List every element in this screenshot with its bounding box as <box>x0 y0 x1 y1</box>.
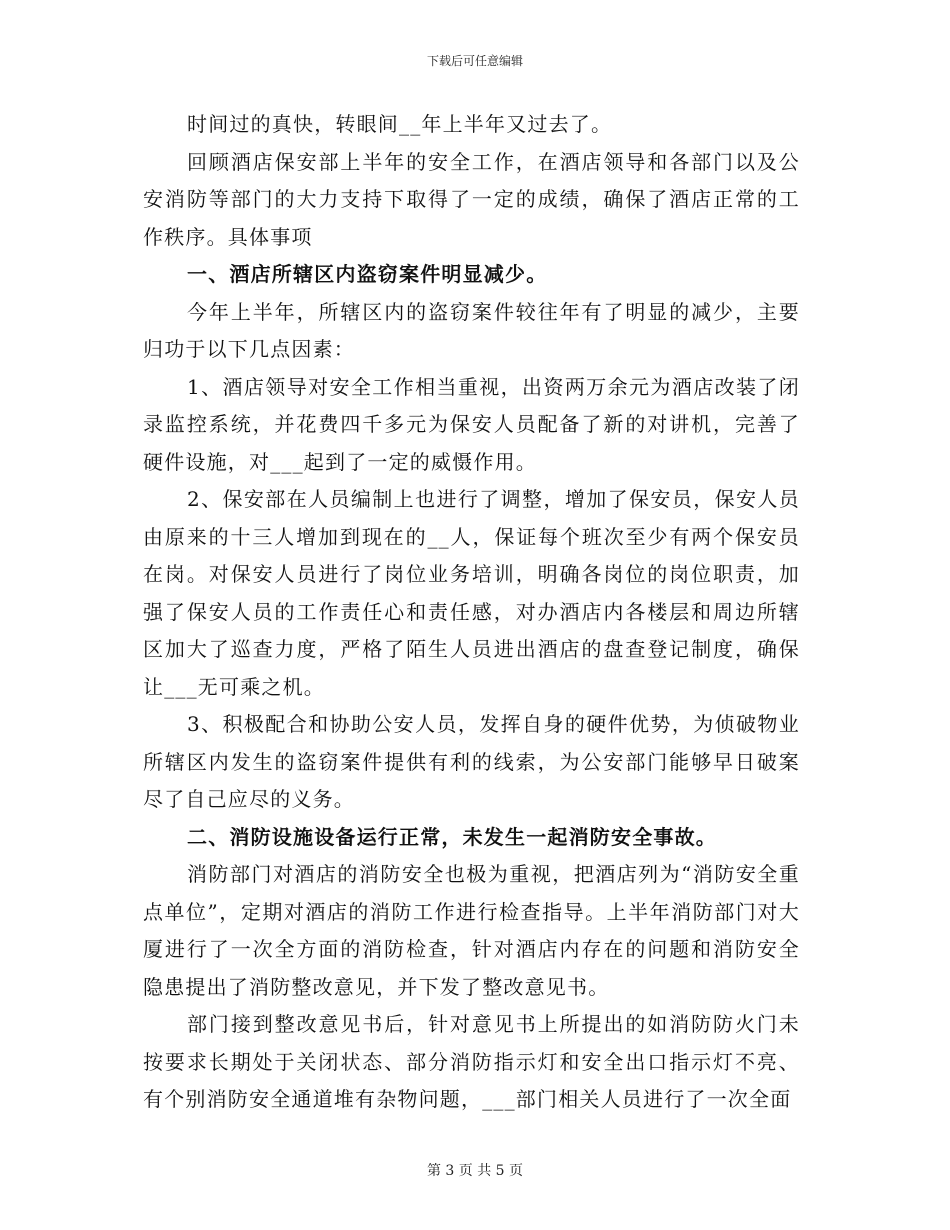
document-body <box>143 106 800 1119</box>
paragraph: 3、积极配合和协助公安人员，发挥自身的硬件优势，为侦破物业所辖区内发生的盗窃案件提供有利的线索，为公安部门能够早日破案尽了自己应尽的义务。 <box>143 712 800 811</box>
page-header: 下载后可任意编辑 <box>426 54 523 68</box>
section-heading: 一、酒店所辖区内盗窃案件明显减少。 <box>187 262 548 286</box>
page-footer: 第 3 页 共 5 页 <box>426 1163 524 1179</box>
paragraph: 消防部门对酒店的消防安全也极为重视，把酒店列为“消防安全重点单位”，定期对酒店的消防工作进行检查指导。上半年消防部门对大厦进行了一次全方面的消防检查，针对酒店内存在的问题和消防安全隐患提出了消防整改意见，并下发了整改意见书。 <box>143 862 800 999</box>
paragraph: 2、保安部在人员编制上也进行了调整，增加了保安员，保安人员由原来的十三人增加到现在的__人，保证每个班次至少有两个保安员在岗。对保安人员进行了岗位业务培训，明确各岗位的岗位职责，加强了保安人员的工作责任心和责任感，对办酒店内各楼层和周边所辖区加大了巡查力度，严格了陌生人员进出酒店的盘查登记制度，确保让___无可乘之机。 <box>143 487 800 699</box>
paragraph: 时间过的真快，转眼间__年上半年又过去了。 <box>187 112 613 136</box>
paragraph: 1、酒店领导对安全工作相当重视，出资两万余元为酒店改装了闭录监控系统，并花费四千多元为保安人员配备了新的对讲机，完善了硬件设施，对___起到了一定的威慑作用。 <box>143 374 800 474</box>
section-heading: 二、消防设施设备运行正常，未发生一起消防安全事故。 <box>187 824 717 849</box>
paragraph: 部门接到整改意见书后，针对意见书上所提出的如消防防火门未按要求长期处于关闭状态、部分消防指示灯和安全出口指示灯不亮、有个别消防安全通道堆有杂物问题，___部门相关人员进行了一次全面 <box>143 1012 800 1111</box>
paragraph: 回顾酒店保安部上半年的安全工作，在酒店领导和各部门以及公安消防等部门的大力支持下取得了一定的成绩，确保了酒店正常的工作秩序。具体事项 <box>143 149 800 249</box>
paragraph: 今年上半年，所辖区内的盗窃案件较往年有了明显的减少，主要归功于以下几点因素： <box>143 299 800 361</box>
